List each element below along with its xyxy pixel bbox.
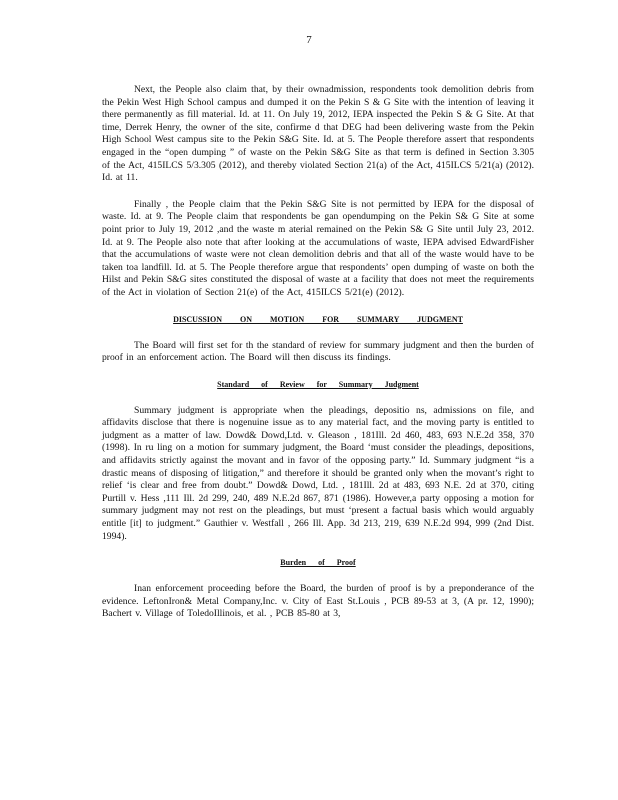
paragraph-burden-of-proof: Inan enforcement proceeding before the Board, the burden of proof is by a preponderance of the evidence. LeftonIron& Metal Company,Inc. v. City of East St.Louis , PCB 89-53 at 3, (A pr. 12, 1990); Bachert v. Village of ToledoIllinois, et al. , PCB 85-80 at 3, [102, 583, 534, 620]
document-body [102, 84, 534, 635]
paragraph-summary-judgment: Summary judgment is appropriate when the pleadings, depositio ns, admissions on file, and affidavits disclose that there is nogenuine issue as to any material fact, and the moving party is entitled to judgment as a matter of law. Dowd& Dowd,Ltd. v. Gleason , 181Ill. 2d 460, 483, 693 N.E.2d 358, 370 (1998). In ru ling on a motion for summary judgment, the Board ‘must consider the pleadings, depositions, and affidavits strictly against the movant and in favor of the opposing party.” Id. Summary judgment “is a drastic means of disposing of litigation,” and therefore it should be granted only when the movant’s right to relief ‘is clear and free from doubt.” Dowd& Dowd, Ltd. , 181Ill. 2d at 483, 693 N.E. 2d at 370, citing Purtill v. Hess ,111 Ill. 2d 299, 240, 489 N.E.2d 867, 871 (1986). However,a party opposing a motion for summary judgment may not rest on the pleadings, but must ‘present a factual basis which would arguably entitle [it] to judgment.” Gauthier v. Westfall , 266 Ill. App. 3d 213, 219, 639 N.E.2d 994, 999 (2nd Dist. 1994). [102, 404, 534, 542]
paragraph-board-intro: The Board will first set for th the standard of review for summary judgment and then the burden of proof in an enforcement action. The Board will then discuss its findings. [102, 339, 534, 364]
paragraph-pekin-not-permitted: Finally , the People claim that the Pekin S&G Site is not permitted by IEPA for the disposal of waste. Id. at 9. The People claim that respondents be gan opendumping on the Pekin S& G Site at some point prior to July 19, 2012 ,and the waste m aterial remained on the Pekin S& G Site until July 23, 2012. Id. at 9. The People also note that after looking at the accumulations of waste, IEPA advised EdwardFisher that the accumulations of waste were not clean demolition debris and that all of the waste would have to be taken toa landfill. Id. at 5. The People therefore argue that respondents’ open dumping of waste on both the Hilst and Pekin S&G sites constituted the disposal of waste at a facility that does not meet the requirements of the Act in violation of Section 21(e) of the Act, 415ILCS 5/21(e) (2012). [102, 198, 534, 298]
heading-burden-of-proof: Burden of Proof [280, 558, 356, 568]
page-number: 7 [306, 34, 312, 46]
heading-standard-of-review: Standard of Review for Summary Judgment [217, 379, 419, 389]
paragraph-open-dumping-pekin: Next, the People also claim that, by their ownadmission, respondents took demolition debris from the Pekin West High School campus and dumped it on the Pekin S & G Site with the intention of leaving it there permanently as fill material. Id. at 11. On July 19, 2012, IEPA inspected the Pekin S & G Site. At that time, Derrek Henry, the owner of the site, confirme d that DEG had been delivering waste from the Pekin High School West campus site to the Pekin S&G Site. Id. at 5. The People therefore assert that respondents engaged in the “open dumping ” of waste on the Pekin S&G Site as that term is defined in Section 3.305 of the Act, 415ILCS 5/3.305 (2012), and thereby violated Section 21(a) of the Act, 415ILCS 5/21(a) (2012). Id. at 11. [102, 84, 534, 184]
heading-discussion: DISCUSSION ON MOTION FOR SUMMARY JUDGMENT [173, 314, 463, 324]
